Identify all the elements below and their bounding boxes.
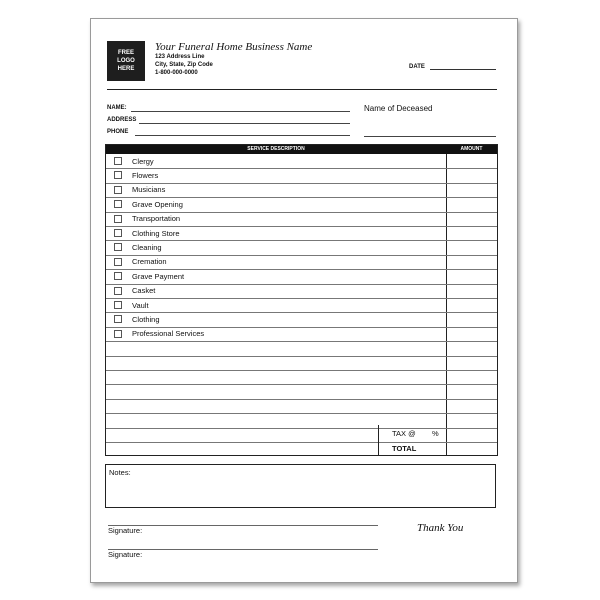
signature-line-1[interactable] xyxy=(108,525,378,526)
table-header xyxy=(106,145,497,154)
address-field[interactable] xyxy=(139,123,350,124)
deceased-field[interactable] xyxy=(364,136,496,137)
row-divider xyxy=(106,327,497,328)
service-item xyxy=(114,272,184,281)
row-divider xyxy=(106,197,497,198)
city-line: City, State, Zip Code xyxy=(155,62,213,68)
service-item xyxy=(114,229,180,238)
logo-line-3: HERE xyxy=(117,66,135,72)
service-item-label: Cleaning xyxy=(132,242,162,252)
signature-label-2: Signature: xyxy=(108,550,143,559)
row-divider xyxy=(106,255,497,256)
service-item-label: Vault xyxy=(132,300,149,310)
invoice-form xyxy=(90,18,518,583)
row-divider xyxy=(106,284,497,285)
service-checkbox[interactable] xyxy=(114,287,122,295)
service-checkbox[interactable] xyxy=(114,243,122,251)
service-item-label: Cremation xyxy=(132,257,167,267)
row-divider xyxy=(106,399,497,400)
row-divider xyxy=(106,269,497,270)
logo-placeholder xyxy=(107,41,145,81)
row-divider xyxy=(106,312,497,313)
service-item-label: Grave Opening xyxy=(132,199,183,209)
signature-label-1: Signature: xyxy=(108,526,143,535)
service-item xyxy=(114,157,154,166)
logo-line-1: FREE xyxy=(117,50,134,56)
row-divider xyxy=(106,298,497,299)
address-label: ADDRESS xyxy=(107,117,137,123)
service-item-label: Flowers xyxy=(132,170,159,180)
service-item-label: Casket xyxy=(132,286,156,296)
service-checkbox[interactable] xyxy=(114,215,122,223)
row-divider xyxy=(106,370,497,371)
date-field[interactable] xyxy=(430,69,496,70)
service-item xyxy=(114,329,204,338)
service-item-label: Clothing xyxy=(132,314,160,324)
business-name: Your Funeral Home Business Name xyxy=(155,41,313,53)
service-item-label: Grave Payment xyxy=(132,271,185,281)
service-checkbox[interactable] xyxy=(114,258,122,266)
row-divider xyxy=(106,226,497,227)
row-divider xyxy=(106,341,497,342)
service-item-label: Transportation xyxy=(132,214,181,224)
service-checkbox[interactable] xyxy=(114,330,122,338)
service-checkbox[interactable] xyxy=(114,301,122,309)
row-divider xyxy=(106,183,497,184)
deceased-label: Name of Deceased xyxy=(364,104,433,113)
tax-label: TAX @ xyxy=(392,429,416,438)
service-table xyxy=(105,144,498,456)
service-checkbox[interactable] xyxy=(114,157,122,165)
notes-box[interactable] xyxy=(105,464,496,508)
service-checkbox[interactable] xyxy=(114,186,122,194)
percent-sign: % xyxy=(432,429,439,438)
service-item xyxy=(114,315,160,324)
service-item xyxy=(114,171,158,180)
thank-you-text: Thank You xyxy=(417,522,464,534)
row-divider xyxy=(106,212,497,213)
service-checkbox[interactable] xyxy=(114,272,122,280)
signature-line-2[interactable] xyxy=(108,549,378,550)
service-item-label: Professional Services xyxy=(132,329,205,339)
service-item xyxy=(114,185,165,194)
service-item xyxy=(114,200,183,209)
header-divider xyxy=(107,89,497,90)
logo-line-2: LOGO xyxy=(117,58,135,64)
name-field[interactable] xyxy=(131,111,350,112)
service-checkbox[interactable] xyxy=(114,315,122,323)
service-item xyxy=(114,214,180,223)
service-item-label: Clothing Store xyxy=(132,228,180,238)
amount-column-divider xyxy=(446,154,447,455)
phone-label: PHONE xyxy=(107,129,129,135)
service-item xyxy=(114,257,167,266)
phone-field[interactable] xyxy=(135,135,350,136)
row-divider xyxy=(106,356,497,357)
date-label: DATE xyxy=(409,64,425,70)
service-item xyxy=(114,301,149,310)
service-item-label: Musicians xyxy=(132,185,166,195)
row-divider xyxy=(106,413,497,414)
phone-line: 1-800-000-0000 xyxy=(155,70,198,76)
service-checkbox[interactable] xyxy=(114,229,122,237)
name-label: NAME: xyxy=(107,105,127,111)
service-item xyxy=(114,243,162,252)
address-line: 123 Address Line xyxy=(155,54,205,60)
total-label: TOTAL xyxy=(392,444,417,453)
service-checkbox[interactable] xyxy=(114,171,122,179)
service-item-label: Clergy xyxy=(132,156,154,166)
service-checkbox[interactable] xyxy=(114,200,122,208)
row-divider xyxy=(106,384,497,385)
row-divider xyxy=(106,168,497,169)
service-description-header: SERVICE DESCRIPTION xyxy=(247,146,305,152)
amount-header: AMOUNT xyxy=(460,146,483,152)
notes-label: Notes: xyxy=(109,468,131,477)
service-item xyxy=(114,286,155,295)
row-divider xyxy=(106,240,497,241)
